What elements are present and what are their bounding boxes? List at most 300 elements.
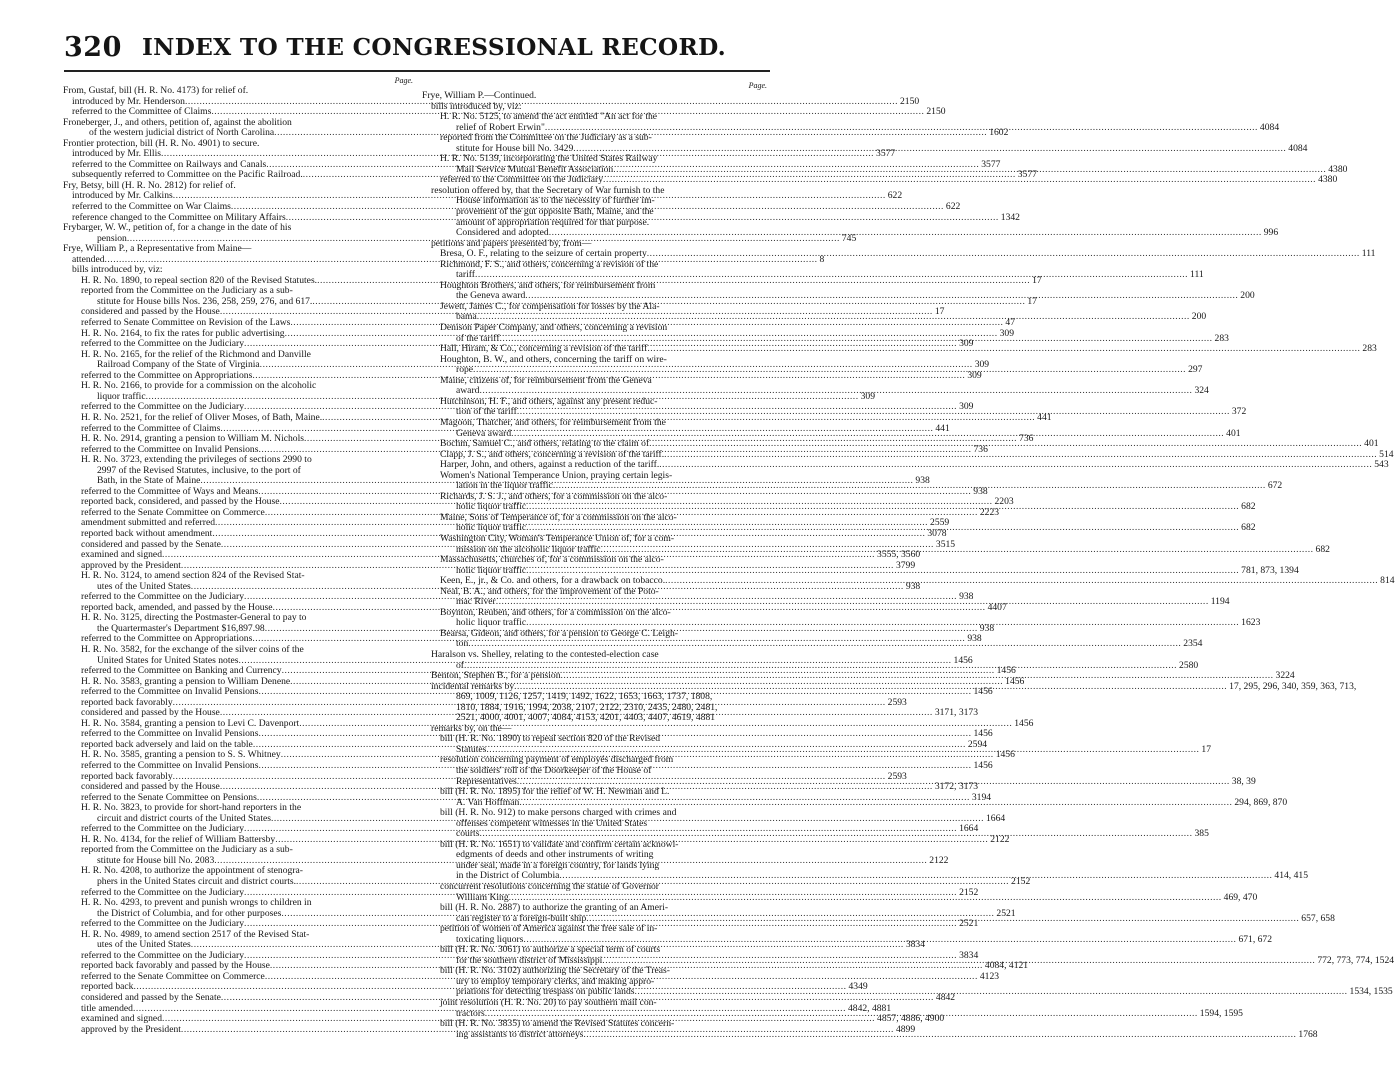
entry-page-ref: 294, 869, 870 — [1234, 796, 1288, 808]
entry-text: H. R. No. 2165, for the relief of the Richmond and Danville — [81, 348, 311, 360]
entry-text: resolution concerning payment of employés discharged from — [440, 754, 674, 766]
entry-text: referred to the Senate Committee on Commerce — [81, 970, 265, 982]
entry-text: priations for detecting trespass on public lands — [456, 986, 635, 998]
entry-text: pension — [97, 232, 127, 244]
entry-text: holic liquor traffic — [456, 501, 527, 513]
leader-dots — [635, 987, 1348, 998]
entry-text: H. R. No. 4989, to amend section 2517 of the Revised Stat- — [81, 928, 310, 940]
entry-text: referred to the Committee on Invalid Pensions — [81, 760, 259, 771]
entry-page-ref: 324 — [1194, 385, 1209, 397]
entry-page-ref: 736 — [1019, 433, 1034, 445]
entry-page-ref: 3577 — [981, 158, 1001, 170]
entry-text: bill (H. R. No. 1651) to validate and confirm certain acknowl- — [440, 838, 679, 850]
entry-page-ref: 309 — [999, 327, 1014, 339]
entry-text: mac River — [456, 596, 496, 608]
entry-page-ref: 657, 658 — [1301, 912, 1335, 924]
entry-page-ref: 2223 — [979, 506, 1000, 518]
entry-text: bill (H. R. No. 1895) for the relief of W. H. Newman and L. — [440, 786, 670, 798]
entry-page-ref: 938 — [959, 591, 974, 603]
leader-dots — [549, 228, 1262, 239]
entry-page-ref: 3799 — [895, 559, 916, 571]
leader-dots — [647, 344, 1360, 355]
entry-text: approved by the President — [81, 559, 181, 571]
entry-text: utes of the United States — [97, 939, 191, 951]
entry-text: petitions and papers presented by, from— — [431, 237, 592, 249]
entry-page-ref: 622 — [887, 190, 903, 202]
entry-text: Hall, Hiram, & Co., concerning a revision of the tariff — [440, 343, 648, 355]
entry-page-ref: 1456 — [1014, 717, 1034, 729]
entry-page-ref: 469, 470 — [1223, 891, 1258, 903]
entry-text: H. R. No. 3584, granting a pension to Levi C. Davenport — [81, 717, 300, 729]
entry-page-ref: 4842, 4881 — [847, 1002, 892, 1014]
entry-text: Benton, Stephen B., for a pension — [431, 670, 561, 682]
entry-text: referred to the Committee of Ways and Means — [81, 485, 259, 497]
entry-text: Fry, Betsy, bill (H. R. No. 2812) for relief of. — [63, 179, 236, 191]
entry-text: H. R. No. 4293, to prevent and punish wrongs to children in — [81, 897, 312, 909]
entry-page-ref: 200 — [1240, 290, 1255, 302]
entry-page-ref: 385 — [1194, 828, 1209, 840]
entry-text: circuit and district courts of the United States — [97, 812, 271, 824]
entry-page-ref: 4084 — [1288, 142, 1308, 154]
entry-text: remarks by, on the— — [431, 722, 512, 734]
right-page-label: Page. — [748, 81, 767, 90]
entry-page-ref: 200 — [1191, 311, 1207, 323]
entry-text: the Quartermaster's Department $16,897.98 — [97, 622, 265, 634]
index-entry — [422, 534, 767, 545]
entry-page-ref: 4084 — [1259, 121, 1280, 133]
entry-page-ref: 2580 — [1179, 659, 1199, 671]
entry-page-ref: 682 — [1315, 543, 1330, 555]
leader-dots — [647, 249, 1360, 260]
entry-page-ref: 938 — [973, 485, 988, 497]
entry-text: referred to the Committee on the Judiciary — [81, 918, 245, 930]
entry-page-ref: 38, 39 — [1231, 775, 1256, 787]
entry-text: reported back, amended, and passed by the House — [81, 601, 273, 613]
leader-dots — [665, 576, 1378, 587]
entry-text: Bath, in the State of Maine — [97, 475, 201, 487]
entry-text: H. R. No. 4208, to authorize the appointment of stenogra- — [81, 865, 303, 877]
entry-text: ing assistants to district attorneys — [456, 1028, 584, 1040]
entry-text: referred to the Committee on the Judiciary — [440, 174, 604, 186]
entry-text: Massachusetts, churches of, for a commission on the alco- — [440, 554, 664, 566]
entry-text: H. R. No. 3583, granting a pension to William Denene — [81, 675, 291, 687]
entry-page-ref: 283 — [1362, 343, 1377, 355]
entry-text: reported back adversely and laid on the table — [81, 738, 253, 750]
entry-text: holic liquor traffic — [456, 564, 527, 576]
entry-text: Maine, Sons of Temperance of, for a commission on the alco- — [440, 511, 677, 523]
entry-text: edgments of deeds and other instruments of writing — [456, 849, 654, 861]
entry-text: attended — [72, 253, 105, 265]
entry-page-ref: 3078 — [927, 527, 947, 539]
entry-text: bills introduced by, viz: — [72, 264, 163, 276]
entry-text: Jewett, James C., for compensation for losses by the Ala- — [440, 300, 660, 312]
entry-text: referred to the Committee on War Claims — [72, 201, 231, 213]
entry-text: considered and passed by the House — [81, 781, 220, 793]
entry-text: of the tariff — [456, 332, 500, 344]
entry-text: approved by the President — [81, 1023, 181, 1035]
entry-page-ref: 111 — [1361, 248, 1376, 260]
page-header — [64, 32, 764, 68]
entry-page-ref: 2521 — [959, 918, 979, 930]
entry-page-ref: 1456 — [973, 686, 993, 698]
entry-text: referred to the Committee of Claims — [81, 422, 221, 434]
entry-text: H. R. No. 3823, to provide for short-hand reporters in the — [81, 802, 302, 814]
entry-text: referred to the Committee on Railways and Canals — [72, 158, 267, 170]
entry-text: subsequently referred to Committee on the Pacific Railroad. — [72, 169, 303, 181]
entry-text: Richmond, F. S., and others, concerning a revision of the — [440, 258, 659, 270]
entry-text: Bearsa, Gideon, and others, for a pension to George C. Leigh- — [440, 627, 679, 639]
entry-page-ref: 283 — [1214, 332, 1229, 344]
entry-text: considered and passed by the Senate — [81, 538, 221, 550]
left-page-label: Page. — [394, 76, 413, 85]
entry-text: can register to a foreign-built ship — [456, 912, 587, 924]
entry-page-ref: 4407 — [987, 601, 1007, 613]
entry-text: bill (H. R. No. 912) to make persons charged with crimes and — [440, 807, 677, 819]
entry-page-ref: 401 — [1364, 438, 1379, 450]
entry-text: reported back, considered, and passed by the House — [81, 496, 280, 508]
entry-text: resolution offered by, that the Secretary of War furnish to the — [431, 184, 665, 196]
entry-page-ref: 2559 — [930, 517, 950, 529]
entry-page-ref: 514 — [1379, 448, 1394, 460]
entry-text: Denison Paper Company, and others, concerning a revision — [440, 322, 668, 334]
entry-text: 2521, 4000, 4001, 4007, 4084, 4153, 4201, 4403, 4407, 4619, 4881 — [456, 712, 716, 724]
entry-text: concurrent resolutions concerning the statue of Governor — [440, 881, 659, 893]
entry-text: liquor traffic — [97, 390, 146, 402]
entry-page-ref: 309 — [860, 390, 875, 402]
entry-page-ref: 1768 — [1298, 1028, 1318, 1040]
entry-page-ref: 1456 — [953, 654, 973, 666]
entry-text: H. R. No. 3125, directing the Postmaster-General to pay to — [81, 612, 307, 624]
entry-text: Clapp, J. S., and others, concerning a revision of the tariff. — [440, 448, 665, 460]
entry-page-ref: 772, 773, 774, 1524 — [1317, 954, 1395, 966]
entry-text: H. R. No. 4134, for the relief of William Battersby — [81, 833, 276, 845]
entry-text: Magoon, Thatcher, and others, for reimbursement from the — [440, 416, 666, 428]
entry-text: referred to the Committee on the Judiciary — [81, 591, 245, 603]
entry-text: offenses competent witnesses in the United States — [456, 817, 648, 829]
leader-dots — [603, 175, 1316, 186]
entry-text: in the District of Columbia — [456, 870, 560, 882]
entry-text: H. R. No. 3582, for the exchange of the silver coins of the — [81, 643, 304, 655]
entry-text: tariff — [456, 269, 476, 281]
entry-text: for the southern district of Mississippi — [456, 954, 603, 966]
entry-page-ref: 2122 — [990, 833, 1010, 845]
entry-page-ref: 682 — [1241, 522, 1256, 534]
entry-text: bill (H. R. No. 3835) to amend the Revised Statutes concern- — [440, 1018, 675, 1030]
entry-text: incidental remarks by — [431, 680, 515, 692]
entry-text: referred to the Committee on the Judiciary — [81, 949, 245, 961]
entry-text: H. R. No. 3585, granting a pension to S. S. Whitney — [81, 749, 281, 761]
entry-page-ref: 17 — [1201, 743, 1211, 755]
entry-text: provement of the gut opposite Bath, Maine, and the — [456, 206, 654, 218]
entry-text: Richards, J. S. J., and others, for a commission on the alco- — [440, 490, 668, 502]
entry-text: House information as to the necessity of further im- — [456, 195, 655, 207]
page-title: INDEX TO THE CONGRESSIONAL RECORD. — [142, 34, 727, 61]
entry-text: the soldiers' roll of the Doorkeeper of the House of — [456, 765, 652, 776]
entry-text: bills introduced by, viz: — [431, 100, 522, 112]
entry-text: reported back favorably — [81, 696, 173, 708]
entry-text: H. R. No. 5125, to amend the act entitled "An act for the — [440, 111, 658, 123]
entry-text: bama — [456, 311, 477, 323]
leader-dots — [573, 144, 1286, 155]
entry-page-ref: 938 — [979, 622, 995, 634]
entry-text: referred to the Committee on Invalid Pensions — [81, 443, 259, 455]
entry-text: H. R. No. 2521, for the relief of Oliver Moses, of Bath, Maine. — [81, 411, 323, 423]
entry-text: Bochm, Samuel C., and others, relating to the claim of — [440, 438, 650, 450]
entry-text: stitute for House bill No. 3429 — [456, 142, 574, 154]
entry-page-ref: 372 — [1231, 406, 1247, 418]
entry-text: William King — [456, 891, 509, 903]
entry-text: holic liquor traffic — [456, 522, 527, 534]
entry-page-ref: 297 — [1188, 364, 1203, 376]
header-rule — [64, 70, 770, 72]
entry-text: Railroad Company of the State of Virginia — [97, 359, 260, 371]
entry-text: the Geneva award — [456, 290, 526, 302]
entry-text: 869, 1009, 1126, 1257, 1419, 1492, 1622, 1653, 1663, 1737, 1808, — [456, 691, 713, 703]
entry-page-ref: 309 — [959, 338, 974, 350]
entry-page-ref: 3224 — [1275, 670, 1295, 682]
entry-page-ref: 4899 — [895, 1023, 916, 1035]
index-entry — [422, 418, 767, 429]
entry-page-ref: 2593 — [887, 770, 907, 782]
entry-page-ref: 1342 — [1000, 211, 1020, 223]
entry-page-ref: 1456 — [995, 749, 1015, 761]
entry-text: referred to the Committee on Invalid Pensions — [81, 686, 259, 698]
entry-page-ref: 4380 — [1318, 174, 1338, 186]
entry-text: 1810, 1884, 1916, 1994, 2038, 2107, 2122, 2310, 2435, 2480, 2481, — [456, 701, 718, 713]
entry-text: From, Gustaf, bill (H. R. No. 4173) for relief of. — [63, 85, 249, 96]
entry-page-ref: 2150 — [926, 106, 946, 118]
entry-text: introduced by Mr. Henderson — [72, 95, 185, 107]
entry-page-ref: 111 — [1190, 269, 1204, 281]
entry-text: considered and passed by the House — [81, 707, 220, 719]
entry-page-ref: 996 — [1263, 227, 1279, 239]
entry-page-ref: 3171, 3173 — [934, 707, 978, 719]
entry-text: phers in the United States circuit and district courts. — [97, 876, 297, 888]
entry-text: amendment submitted and referred — [81, 517, 215, 529]
entry-page-ref: 2521 — [996, 907, 1016, 919]
entry-text: Statutes — [456, 743, 487, 755]
entry-text: mission on the alcoholic liquor traffic — [456, 543, 601, 555]
index-entry — [422, 323, 767, 334]
leader-dots — [559, 871, 1272, 882]
entry-text: referred to the Committee on Banking and Currency — [81, 665, 282, 677]
entry-page-ref: 1602 — [989, 127, 1009, 139]
entry-text: bill (H. R. No. 3102) authorizing the Secretary of the Treas- — [440, 965, 670, 977]
entry-page-ref: 2203 — [994, 496, 1014, 508]
entry-page-ref: 1594, 1595 — [1199, 1007, 1243, 1019]
leader-dots — [545, 123, 1258, 134]
entry-text: lation in the liquor traffic — [456, 480, 553, 492]
entry-text: holic liquor traffic — [456, 617, 527, 629]
entry-text: reported back favorably and passed by the House — [81, 960, 270, 972]
entry-text: reported from the Committee on the Judiciary as a sub- — [440, 132, 652, 144]
entry-text: stitute for House bill No. 2083 — [97, 854, 215, 866]
entry-page-ref: 3194 — [971, 791, 992, 803]
entry-text: tractors — [456, 1007, 485, 1019]
entry-page-ref: 3515 — [935, 538, 956, 550]
entry-text: Houghton Brothers, and others, for reimbursement from — [440, 279, 656, 291]
entry-text: A. Van Hoffman — [456, 796, 520, 808]
entry-page-ref: 4084, 4121 — [984, 960, 1029, 972]
entry-text: Mail Service Mutual Benefit Association — [456, 163, 614, 175]
entry-page-ref: 2152 — [1011, 876, 1031, 888]
leader-dots — [602, 956, 1315, 967]
index-entry — [63, 645, 413, 656]
entry-text: H. R. No. 2914, granting a pension to William M. Nichols — [81, 433, 305, 445]
entry-text: reported back favorably — [81, 770, 173, 782]
entry-page-ref: 938 — [915, 475, 930, 487]
entry-page-ref: 17 — [1032, 274, 1042, 286]
entry-text: 2997 of the Revised Statutes, inclusive, to the port of — [97, 464, 301, 476]
entry-text: courts — [456, 828, 480, 840]
entry-page-ref: 4857, 4886, 4900 — [877, 1013, 945, 1025]
entry-text: tion of the tariff — [456, 406, 517, 418]
entry-text: Representatives — [456, 775, 517, 787]
entry-page-ref: 47 — [1005, 317, 1016, 329]
entry-text: H. R. No. 3723, extending the privileges of sections 2990 to — [81, 454, 312, 466]
entry-page-ref: 3834 — [959, 949, 979, 961]
entry-page-ref: 2354 — [1183, 638, 1203, 650]
entry-text: bill (H. R. No. 2887) to authorize the granting of an Ameri- — [440, 902, 669, 914]
entry-text: Neal, B. A., and others, for the improvement of the Poto- — [440, 585, 659, 597]
entry-page-ref: 3555, 3560 — [877, 549, 921, 561]
entry-page-ref: 622 — [945, 201, 961, 213]
entry-page-ref: 4842 — [935, 992, 956, 1004]
entry-text: joint resolution (H. R. No. 20) to pay southern mail con- — [440, 997, 657, 1009]
entry-page-ref: 1456 — [973, 728, 993, 740]
entry-text: referred to the Senate Committee on Pensions — [81, 791, 257, 803]
entry-text: petition of women of America against the free sale of in- — [440, 923, 658, 935]
entry-page-ref: 938 — [905, 580, 921, 592]
entry-text: Keen, E., jr., & Co. and others, for a drawback on tobacco. — [440, 575, 666, 587]
entry-text: Frybarger, W. W., petition of, for a change in the date of his — [63, 222, 292, 234]
entry-text: reported from the Committee on the Judiciary as a sub- — [81, 844, 293, 856]
entry-text: title amended — [81, 1002, 133, 1014]
entry-text: introduced by Mr. Ellis — [72, 148, 161, 160]
entry-page-ref: 309 — [959, 401, 974, 413]
entry-text: Women's National Temperance Union, praying certain legis- — [440, 469, 673, 481]
entry-text: H. R. No. 5139, incorporating the United States Railway — [440, 153, 658, 165]
entry-text: award — [456, 385, 480, 397]
entry-text: H. R. No. 2166, to provide for a commission on the alcoholic — [81, 380, 317, 392]
entry-page-ref: 441 — [935, 422, 950, 434]
entry-text: Houghton, B. W., and others, concerning the tariff on wire- — [440, 353, 667, 365]
entry-page-ref: 3834 — [905, 939, 925, 951]
entry-page-ref: 17 — [934, 306, 945, 318]
entry-text: of — [456, 659, 464, 671]
entry-text: Frye, William P.—Continued. — [422, 90, 537, 101]
entry-text: Haralson vs. Shelley, relating to the contested-election case — [431, 648, 659, 660]
entry-text: rope — [456, 364, 474, 376]
entry-text: Frontier protection, bill (H. R. No. 4901) to secure. — [63, 137, 260, 149]
entry-text: Geneva award — [456, 427, 512, 439]
entry-page-ref: 4380 — [1328, 163, 1348, 175]
entry-text: considered and passed by the Senate — [81, 992, 221, 1004]
entry-text: bill (H. R. No. 1890) to repeal section 820 of the Revised — [440, 733, 661, 745]
entry-text: Bresa, O. F., relating to the seizure of certain property — [440, 248, 647, 260]
entry-page-ref: 2593 — [887, 696, 907, 708]
entry-text: toxicating liquors — [456, 933, 524, 945]
entry-page-ref: 1623 — [1241, 617, 1261, 629]
entry-page-ref: 2122 — [929, 854, 949, 866]
entry-page-ref: 1456 — [996, 665, 1016, 677]
entry-page-ref: 3577 — [876, 148, 896, 160]
entry-page-ref: 736 — [973, 443, 988, 455]
entry-page-ref: 3577 — [1017, 169, 1037, 181]
entry-page-ref: 4123 — [979, 970, 1000, 982]
entry-text: examined and signed — [81, 549, 162, 561]
entry-text: Frye, William P., a Representative from Maine— — [63, 243, 252, 255]
entry-text: reference changed to the Committee on Military Affairs — [72, 211, 286, 223]
entry-text: stitute for House bills Nos. 236, 258, 259, 276, and 617. — [97, 295, 313, 307]
entry-text: relief of Robert Erwin" — [456, 121, 545, 133]
index-entry — [422, 882, 767, 893]
entry-text: referred to the Committee on Invalid Pensions — [81, 728, 259, 740]
entry-page-ref: 745 — [841, 232, 857, 244]
entry-text: under seal, made in a foreign country, for lands lying — [456, 859, 660, 871]
leader-dots — [586, 914, 1299, 925]
entry-page-ref: 1664 — [959, 823, 979, 835]
entry-page-ref: 17 — [1027, 295, 1037, 307]
entry-page-ref: 441 — [1037, 411, 1052, 423]
entry-text: considered and passed by the House — [81, 306, 220, 318]
entry-page-ref: 1534, 1535 — [1349, 986, 1393, 998]
index-entry — [422, 650, 767, 661]
entry-text: United States for United States notes — [97, 654, 239, 666]
entry-page-ref: 2594 — [967, 738, 988, 750]
entry-text: utes of the United States — [97, 580, 191, 592]
page-number: 320 — [64, 32, 122, 63]
entry-page-ref: 8 — [819, 253, 825, 265]
entry-page-ref: 682 — [1241, 501, 1256, 513]
index-entry — [422, 998, 767, 1009]
index-entry — [422, 207, 767, 218]
entry-text: referred to the Committee on the Judiciary — [81, 886, 245, 898]
leader-dots — [649, 439, 1362, 450]
entry-text: referred to the Committee on the Judiciary — [81, 401, 245, 413]
leader-dots — [601, 545, 1314, 556]
entry-text: amount of appropriation required for that purpose. — [456, 216, 650, 228]
entry-page-ref: 1664 — [986, 812, 1006, 824]
entry-page-ref: 2150 — [900, 95, 920, 107]
entry-text: H. R. No. 2164, to fix the rates for public advertising — [81, 327, 285, 339]
entry-page-ref: 309 — [967, 369, 982, 381]
entry-page-ref: 938 — [967, 633, 982, 645]
entry-page-ref: 543 — [1374, 459, 1389, 471]
entry-text: Hutchinson, H. F., and others, against any present reduc- — [440, 395, 658, 407]
entry-page-ref: 814 — [1380, 575, 1395, 587]
leader-dots — [659, 460, 1372, 471]
entry-text: referred to Senate Committee on Revision of the Laws — [81, 317, 291, 329]
entry-text: Maine, citizens of, for reimbursement from the Geneva — [440, 374, 652, 386]
entry-page-ref: 1456 — [973, 760, 993, 771]
entry-text: referred to the Committee on Appropriations — [81, 633, 253, 645]
entry-page-ref: 414, 415 — [1274, 870, 1308, 882]
entry-text: Harper, John, and others, against a reduction of the tariff. — [440, 459, 660, 471]
entry-text: the District of Columbia, and for other purposes — [97, 907, 282, 919]
index-entry — [422, 91, 767, 102]
entry-text: reported back — [81, 981, 134, 993]
entry-text: examined and signed — [81, 1013, 162, 1025]
index-entry — [63, 86, 413, 97]
entry-text: introduced by Mr. Calkins — [72, 190, 173, 202]
entry-text: of the western judicial district of North Carolina — [89, 127, 275, 139]
entry-text: Froneberger, J., and others, petition of, against the abolition — [63, 116, 292, 128]
entry-text: H. R. No. 1890, to repeal section 820 of the Revised Statutes. — [81, 274, 318, 286]
entry-page-ref: 3172, 3173 — [934, 781, 978, 793]
entry-page-ref: 671, 672 — [1238, 933, 1273, 945]
entry-page-ref: 672 — [1267, 480, 1283, 492]
